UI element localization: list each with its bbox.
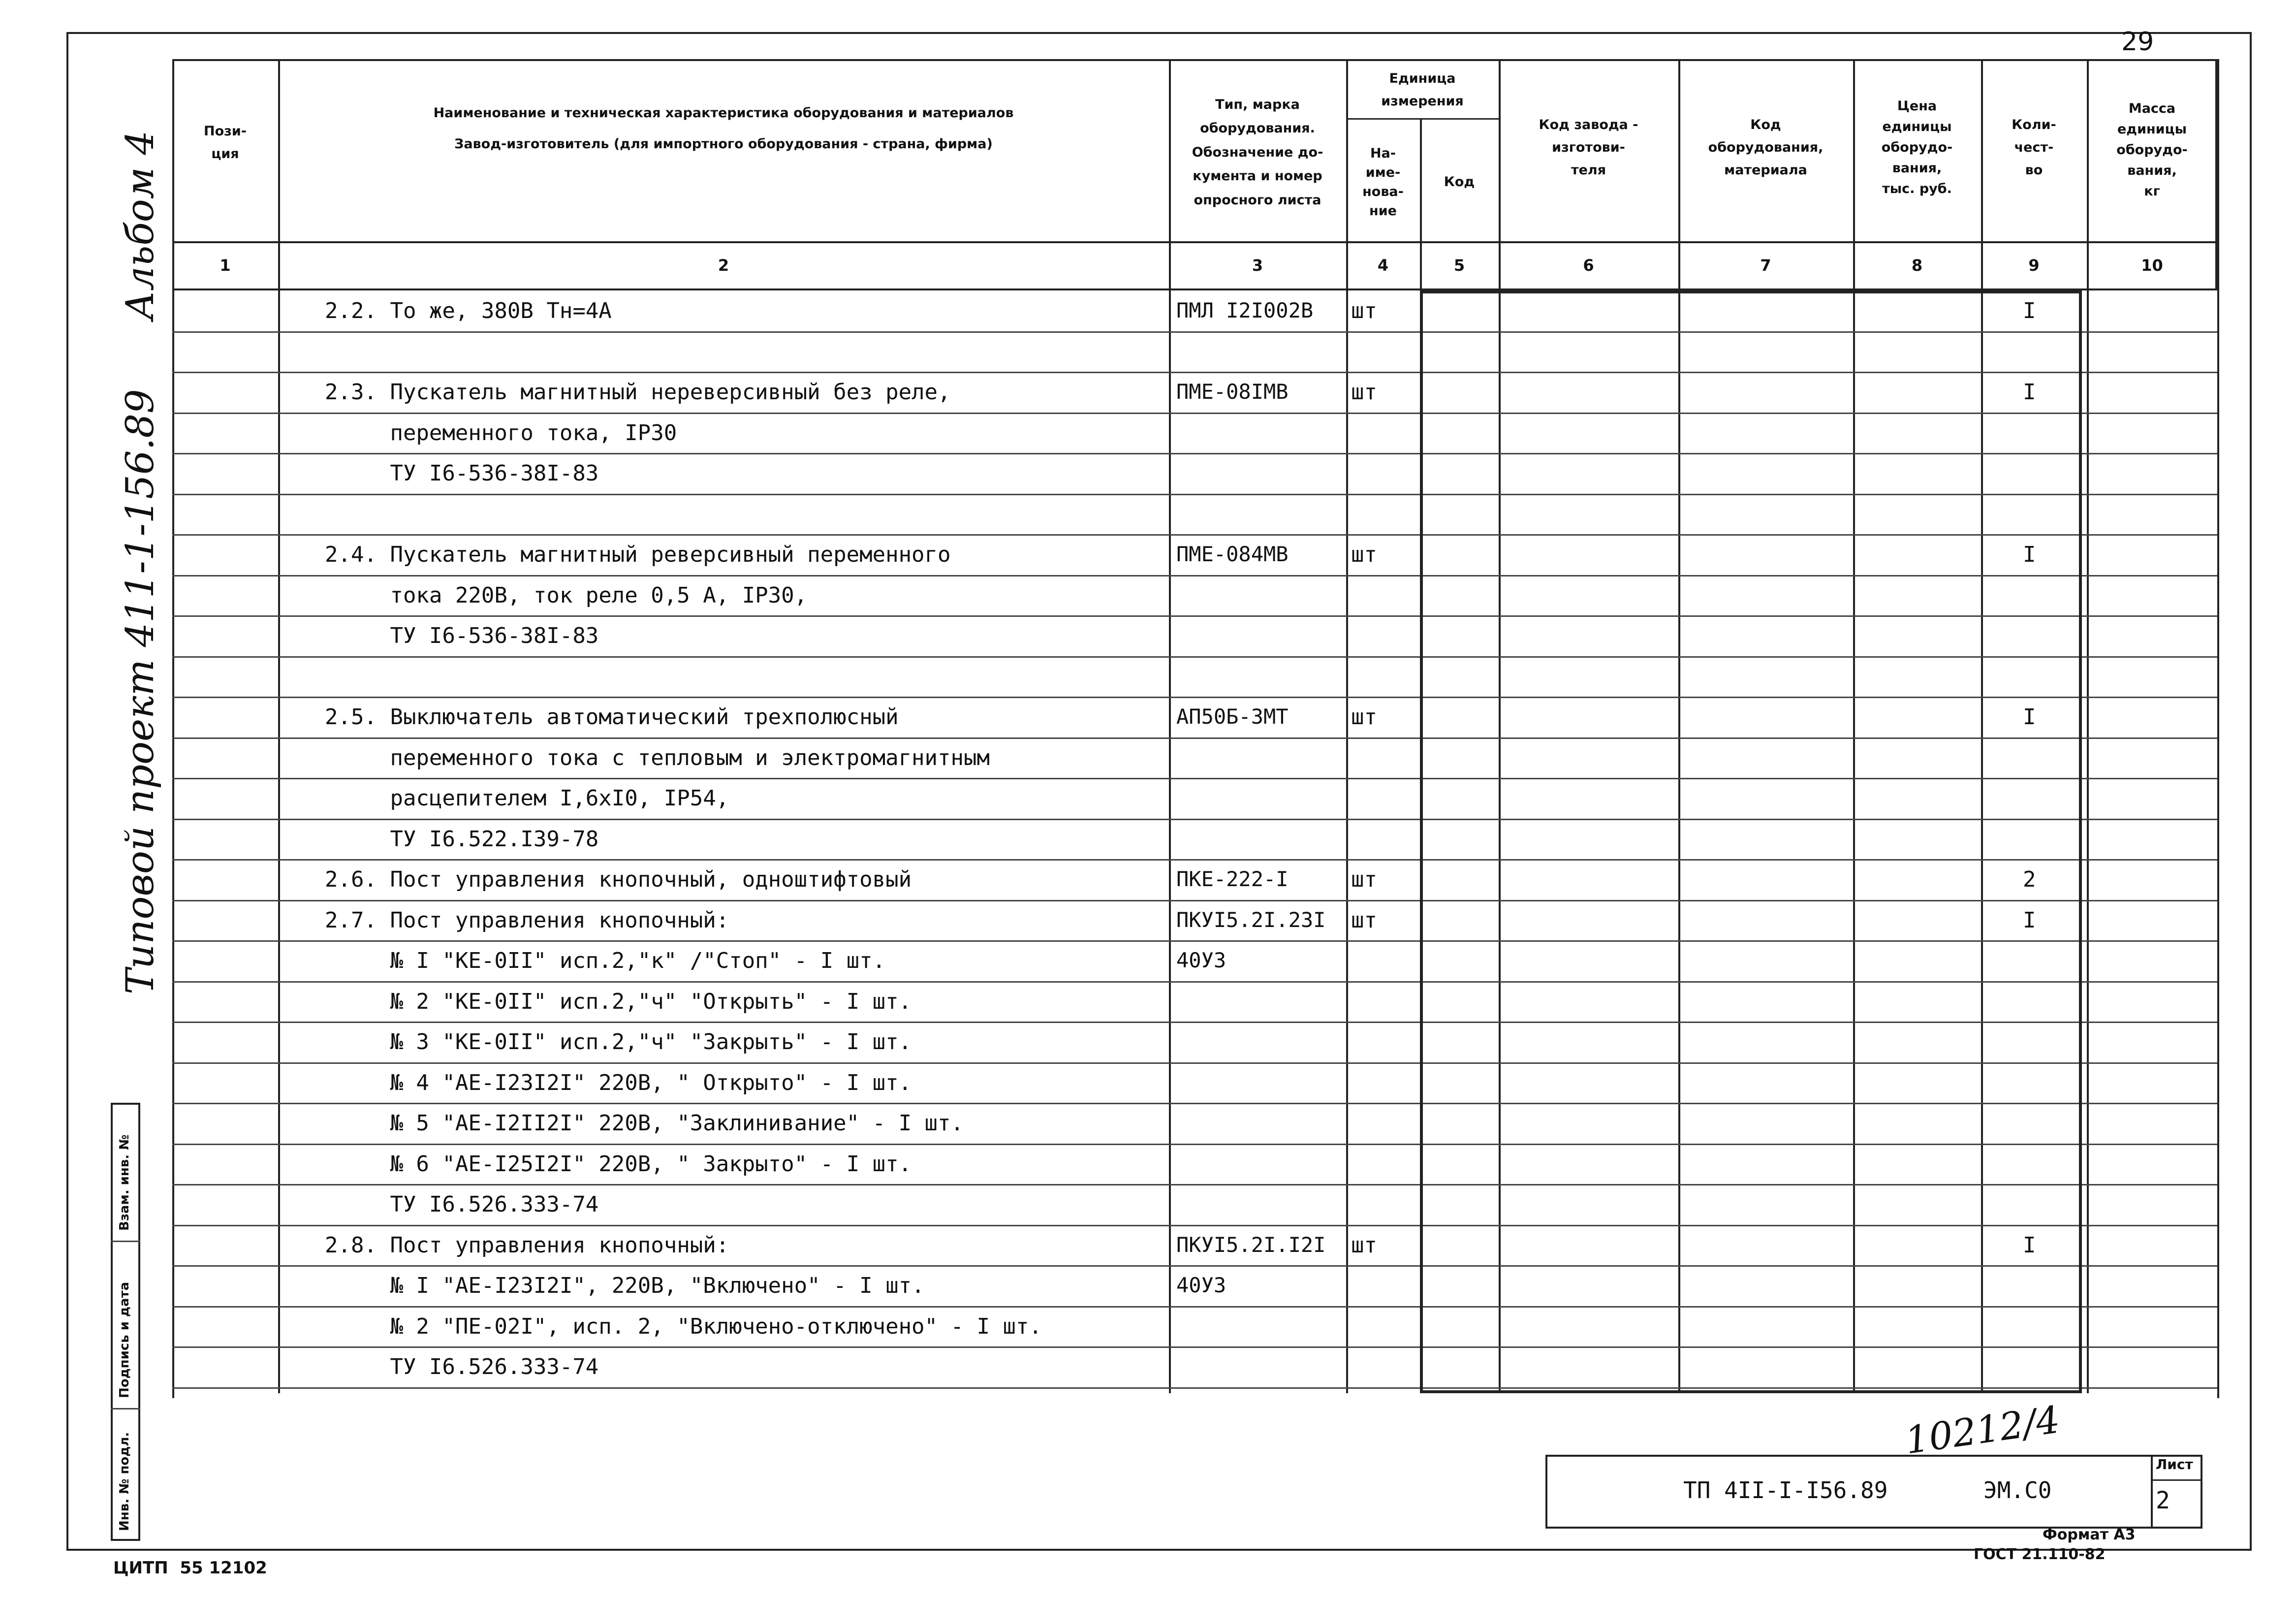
column-number: 9 [2028,256,2040,275]
title-sheet-divider [2151,1455,2153,1529]
column-number: 8 [1911,256,1923,275]
header-bottom [172,241,2217,243]
header-unit-name: На- име- нова- ние [1362,145,1404,219]
column-divider [278,59,280,1393]
handwritten-number: 10212/4 [1902,1397,2063,1463]
row-type: ПМЕ-084МВ [1176,542,1289,566]
header-name-1: Наименование и техническая характеристика оборудования и материалов [433,105,1014,121]
sheet-number: 2 [2156,1487,2170,1514]
row-description: расцепителем I,6хI0, IР54, [325,786,729,811]
row-quantity: I [2023,704,2036,730]
column-divider [2087,59,2089,1393]
row-description: № 5 "АЕ-I2II2I" 220В, "Заклинивание" - I шт. [325,1111,964,1136]
row-type: ПКУI5.2I.23I [1176,908,1326,932]
codes-box [1420,290,2082,1393]
column-divider [1169,59,1171,1393]
side-project-label: Типовой проект 411-1-156.89 [118,389,162,994]
header-mass: Масса единицы оборудо- вания, кг [2116,101,2188,199]
row-description: 2.2. То же, 380В Тн=4А [325,298,612,323]
strip-divider [111,1241,140,1242]
column-divider [2217,59,2219,1398]
header-qty: Коли- чест- во [2012,117,2056,178]
row-description: тока 220В, ток реле 0,5 А, IР30, [325,583,808,608]
row-description: ТУ I6-536-38I-83 [325,461,599,486]
unit-subdivider [1346,118,1499,120]
doc-mark: ЭМ.С0 [1983,1477,2052,1503]
row-description: 2.4. Пускатель магнитный реверсивный переменного [325,542,951,567]
row-type: ПМЛ I2I002В [1176,298,1314,322]
column-number: 5 [1453,256,1465,275]
sheet-label: Лист [2156,1456,2193,1472]
doc-code: ТП 4II-I-I56.89 [1683,1477,1888,1503]
row-description: ТУ I6.526.333-74 [325,1192,599,1217]
row-unit: шт [1351,908,1377,933]
row-quantity: I [2023,1233,2036,1258]
column-divider [1346,59,1348,1393]
strip-inv-podl: Инв. № подл. [117,1432,132,1531]
row-quantity: I [2023,298,2036,323]
row-description: ТУ I6.522.I39-78 [325,827,599,852]
column-divider [172,59,174,1398]
header-type: Тип, марка оборудования. Обозначение до- кумента и номер опросного листа [1192,96,1323,208]
column-number: 4 [1377,256,1389,275]
footer-code: ЦИТП 55 12102 [113,1558,267,1578]
row-quantity: I [2023,542,2036,567]
row-description: 2.8. Пост управления кнопочный: [325,1233,729,1258]
header-unit: Единица измерения [1381,70,1464,109]
header-name-2: Завод-изготовитель (для импортного оборудования - страна, фирма) [454,136,993,152]
row-type: АП50Б-3МТ [1176,704,1289,729]
row-unit: шт [1351,1233,1377,1258]
row-description: № 4 "АЕ-I23I2I" 220В, " Открыто" - I шт. [325,1070,912,1095]
row-description: 2.6. Пост управления кнопочный, одноштифтовый [325,867,912,892]
column-number: 2 [718,256,729,275]
row-description: ТУ I6-536-38I-83 [325,623,599,648]
row-unit: шт [1351,542,1377,567]
row-quantity: I [2023,380,2036,405]
row-description: № I "КЕ-0II" исп.2,"к" /"Стоп" - I шт. [325,948,886,973]
row-description: № I "АЕ-I23I2I", 220В, "Включено" - I шт. [325,1273,925,1298]
header-factory-code: Код завода - изготови- теля [1539,117,1638,178]
row-description: переменного тока, IР30 [325,420,677,446]
row-description: переменного тока с тепловым и электромагнитным [325,745,990,770]
row-description: № 2 "КЕ-0II" исп.2,"ч" "Открыть" - I шт. [325,989,912,1014]
strip-divider [111,1408,140,1409]
strip-sign-date: Подпись и дата [117,1281,132,1398]
row-unit: шт [1351,867,1377,892]
header-equip-code: Код оборудования, материала [1708,117,1824,178]
column-number: 6 [1583,256,1594,275]
row-quantity: 2 [2023,867,2036,892]
row-unit: шт [1351,380,1377,405]
row-description: 2.3. Пускатель магнитный нереверсивный без реле, [325,380,951,405]
row-description: 2.5. Выключатель автоматический трехполюсный [325,704,899,730]
side-album-label: Альбом 4 [118,130,162,320]
column-number: 10 [2141,256,2163,275]
row-type: ПМЕ-08IМВ [1176,380,1289,404]
row-description: № 6 "АЕ-I25I2I" 220В, " Закрыто" - I шт. [325,1151,912,1177]
row-type: ПКУI5.2I.I2I [1176,1233,1326,1257]
row-unit: шт [1351,704,1377,730]
header-price: Цена единицы оборудо- вания, тыс. руб. [1881,98,1953,196]
row-description: № 2 "ПЕ-02I", исп. 2, "Включено-отключено" - I шт. [325,1314,1042,1339]
format-label: Формат А3 [2043,1526,2136,1543]
header-unit-code: Код [1444,174,1475,190]
row-type: 40У3 [1176,948,1227,972]
header-position: Пози- ция [204,124,247,161]
title-sheet-hline [2151,1479,2202,1481]
gost-label: ГОСТ 21.110-82 [1974,1546,2106,1563]
column-number: 7 [1760,256,1771,275]
row-description: ТУ I6.526.333-74 [325,1354,599,1379]
row-type: ПКЕ-222-I [1176,867,1289,891]
column-number: 1 [220,256,231,275]
row-type: 40У3 [1176,1273,1227,1297]
row-description: № 3 "КЕ-0II" исп.2,"ч" "Закрыть" - I шт. [325,1029,912,1055]
page-number: 29 [2121,27,2154,57]
row-quantity: I [2023,908,2036,933]
row-description: 2.7. Пост управления кнопочный: [325,908,729,933]
column-number: 3 [1252,256,1263,275]
row-unit: шт [1351,298,1377,323]
strip-inv-vzam: Взам. инв. № [117,1134,132,1231]
